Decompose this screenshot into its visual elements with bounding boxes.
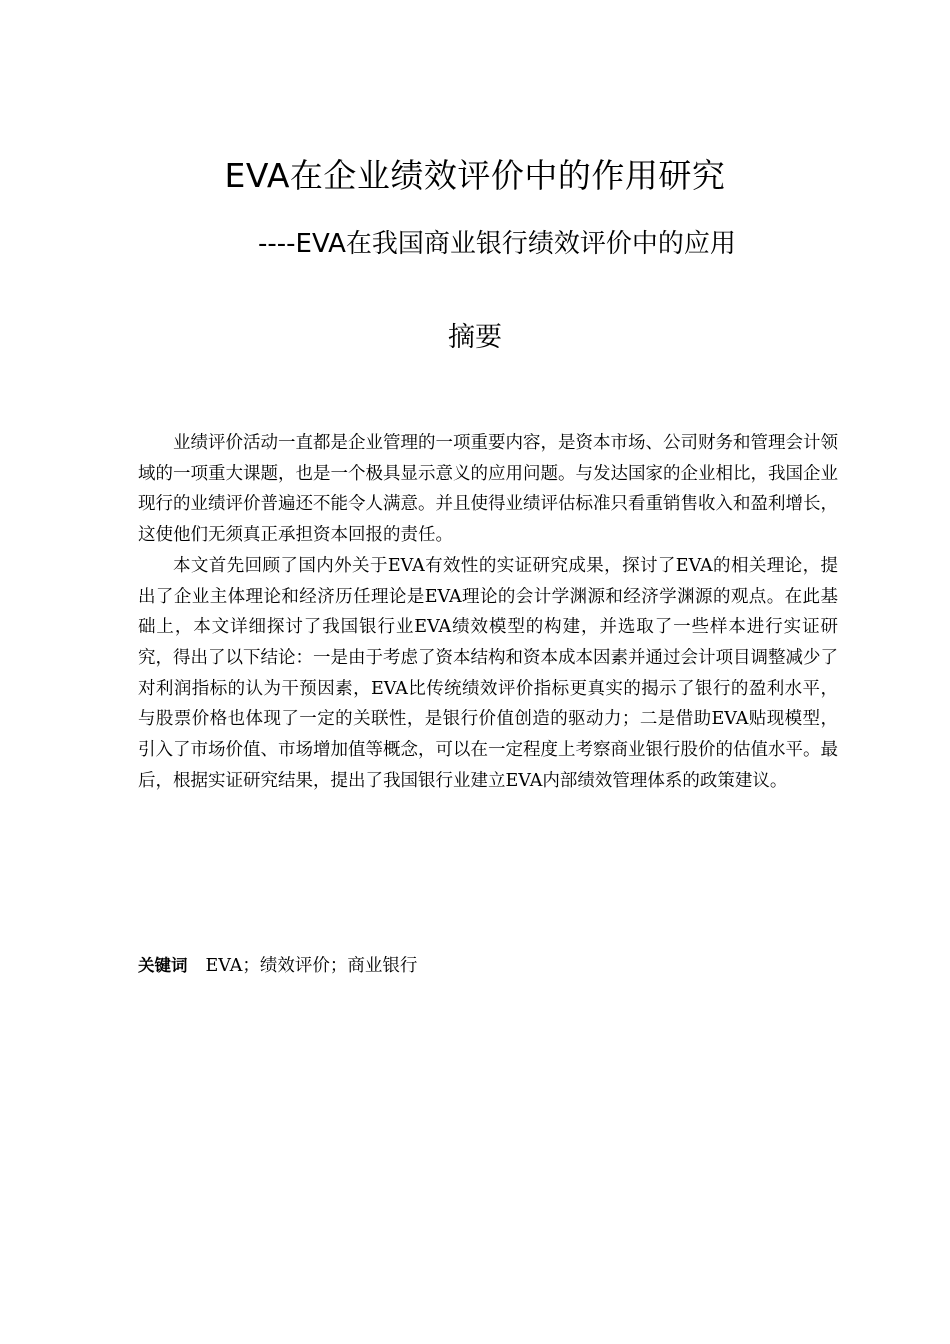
keywords-label: 关键词 — [138, 956, 188, 975]
abstract-body — [138, 428, 838, 796]
abstract-heading: 摘要 — [448, 322, 502, 353]
keywords-value: EVA；绩效评价；商业银行 — [205, 956, 418, 976]
abstract-paragraph-2: 本文首先回顾了国内外关于EVA有效性的实证研究成果，探讨了EVA的相关理论，提出了企业主体理论和经济历任理论是EVA理论的会计学渊源和经济学渊源的观点。在此基础上，本文详细探讨了我国银行业EVA绩效模型的构建，并选取了一些样本进行实证研究，得出了以下结论：一是由于考虑了资本结构和资本成本因素并通过会计项目调整减少了对利润指标的认为干预因素，EVA比传统绩效评价指标更真实的揭示了银行的盈利水平，与股票价格也体现了一定的关联性，是银行价值创造的驱动力；二是借助EVA贴现模型，引入了市场价值、市场增加值等概念，可以在一定程度上考察商业银行股价的估值水平。最后，根据实证研究结果，提出了我国银行业建立EVA内部绩效管理体系的政策建议。 — [138, 555, 838, 791]
document-title: EVA在企业绩效评价中的作用研究 — [224, 156, 726, 195]
keywords-line — [138, 951, 838, 981]
document-subtitle: ----EVA在我国商业银行绩效评价中的应用 — [258, 229, 736, 259]
abstract-paragraph-1: 业绩评价活动一直都是企业管理的一项重要内容，是资本市场、公司财务和管理会计领域的一项重大课题，也是一个极具显示意义的应用问题。与发达国家的企业相比，我国企业现行的业绩评价普遍还不能令人满意。并且使得业绩评估标准只看重销售收入和盈利增长，这使他们无须真正承担资本回报的责任。 — [138, 433, 838, 546]
